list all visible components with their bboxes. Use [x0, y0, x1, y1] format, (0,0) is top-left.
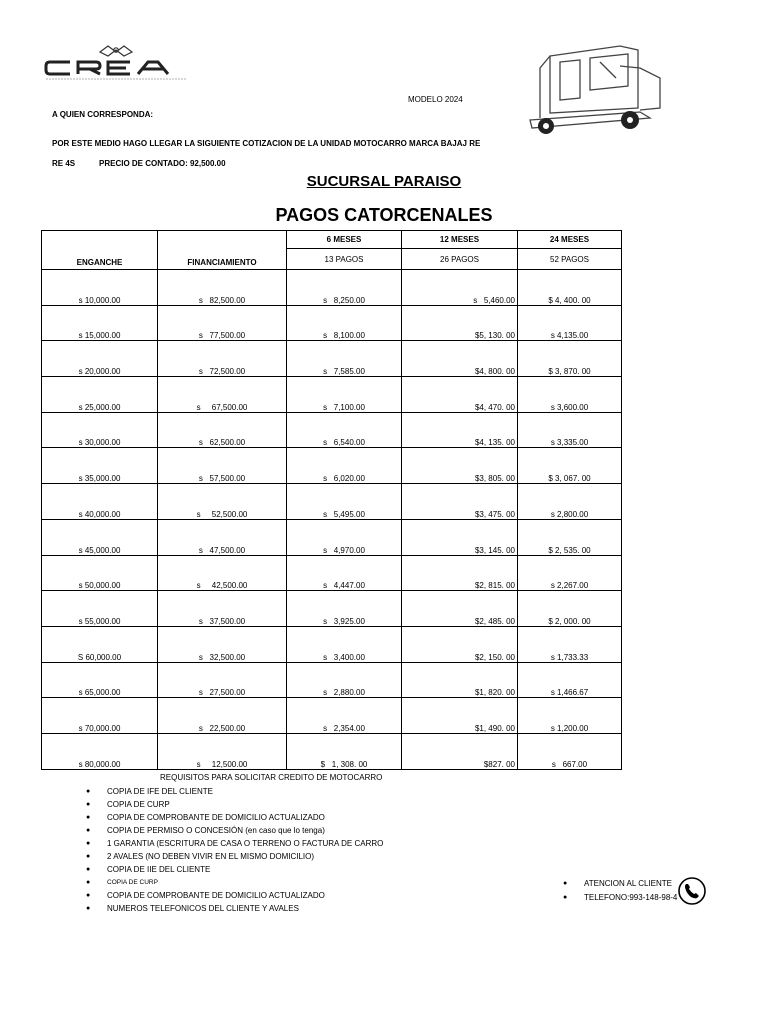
- enganche-cell: s 25,000.00: [42, 377, 158, 413]
- pago-6-cell: s 3,925.00: [287, 591, 402, 627]
- crea-logo: [42, 42, 192, 84]
- pago-12-cell: $1, 820. 00: [402, 662, 518, 698]
- table-header-periods: [42, 231, 622, 249]
- table-row: [42, 519, 622, 555]
- pago-12-cell: $4, 135. 00: [402, 412, 518, 448]
- pago-24-cell: s 4,135.00: [518, 305, 622, 341]
- requisito-item: ● COPIA DE IFE DEL CLIENTE: [82, 785, 383, 798]
- pago-12-cell: $3, 805. 00: [402, 448, 518, 484]
- enganche-cell: S 60,000.00: [42, 626, 158, 662]
- pago-12-cell: $3, 145. 00: [402, 519, 518, 555]
- enganche-cell: s 55,000.00: [42, 591, 158, 627]
- pago-24-cell: $ 3, 870. 00: [518, 341, 622, 377]
- financiamiento-cell: s 32,500.00: [158, 626, 287, 662]
- requisito-item: ● COPIA DE CURP: [82, 876, 383, 889]
- enganche-cell: s 15,000.00: [42, 305, 158, 341]
- contact-telefono: ● TELEFONO:993-148-98-4: [560, 891, 677, 905]
- pago-6-cell: s 7,585.00: [287, 341, 402, 377]
- requisito-item: ● 1 GARANTIA (ESCRITURA DE CASA O TERRENO O FACTURA DE CARRO: [82, 837, 383, 850]
- modelo-text: MODELO 2024: [408, 95, 463, 104]
- enganche-cell: s 50,000.00: [42, 555, 158, 591]
- pago-24-cell: $ 3, 067. 00: [518, 448, 622, 484]
- pago-6-cell: s 4,447.00: [287, 555, 402, 591]
- enganche-cell: s 45,000.00: [42, 519, 158, 555]
- pago-12-cell: $5, 130. 00: [402, 305, 518, 341]
- requisito-item: ● COPIA DE COMPROBANTE DE DOMICILIO ACTUALIZADO: [82, 811, 383, 824]
- model-code-text: RE 4S: [52, 159, 76, 168]
- pago-24-cell: s 2,800.00: [518, 484, 622, 520]
- motocarro-image: [520, 38, 670, 138]
- pago-24-cell: s 667.00: [518, 733, 622, 769]
- pago-6-cell: s 3,400.00: [287, 626, 402, 662]
- pago-24-cell: s 2,267.00: [518, 555, 622, 591]
- requisito-item: ● NUMEROS TELEFONICOS DEL CLIENTE Y AVALES: [82, 902, 383, 915]
- pago-12-cell: $827. 00: [402, 733, 518, 769]
- greeting-text: A QUIEN CORRESPONDA:: [52, 110, 154, 119]
- pago-24-cell: $ 2, 535. 00: [518, 519, 622, 555]
- table-row: [42, 305, 622, 341]
- requisitos-title: REQUISITOS PARA SOLICITAR CREDITO DE MOTOCARRO: [160, 773, 383, 782]
- financiamiento-cell: s 52,500.00: [158, 484, 287, 520]
- cotizacion-table: [41, 230, 622, 770]
- table-row: [42, 555, 622, 591]
- table-row: [42, 591, 622, 627]
- financiamiento-cell: s 42,500.00: [158, 555, 287, 591]
- pago-24-cell: $ 4, 400. 00: [518, 270, 622, 306]
- pagos-24-header: 52 PAGOS: [518, 249, 622, 270]
- pago-24-cell: s 1,733.33: [518, 626, 622, 662]
- table-row: [42, 662, 622, 698]
- sucursal-title: SUCURSAL PARAISO: [306, 173, 462, 190]
- pago-6-cell: s 4,970.00: [287, 519, 402, 555]
- pago-24-cell: s 3,335.00: [518, 412, 622, 448]
- requisito-item: ● COPIA DE IIE DEL CLIENTE: [82, 863, 383, 876]
- table-row: [42, 377, 622, 413]
- table-row: [42, 484, 622, 520]
- pago-6-cell: s 5,495.00: [287, 484, 402, 520]
- financiamiento-cell: s 27,500.00: [158, 662, 287, 698]
- period-12-header: 12 MESES: [402, 231, 518, 249]
- requisito-item: ● COPIA DE PERMISO O CONCESIÓN (en caso que lo tenga): [82, 824, 383, 837]
- financiamiento-cell: s 37,500.00: [158, 591, 287, 627]
- pago-6-cell: $ 1, 308. 00: [287, 733, 402, 769]
- enganche-cell: s 35,000.00: [42, 448, 158, 484]
- table-row: [42, 626, 622, 662]
- contact-atencion: ● ATENCION AL CLIENTE: [560, 877, 677, 891]
- table-row: [42, 341, 622, 377]
- intro-text: POR ESTE MEDIO HAGO LLEGAR LA SIGUIENTE COTIZACION DE LA UNIDAD MOTOCARRO MARCA BAJAJ RE: [52, 139, 481, 148]
- enganche-cell: s 40,000.00: [42, 484, 158, 520]
- pago-6-cell: s 2,354.00: [287, 698, 402, 734]
- table-row: [42, 412, 622, 448]
- pago-24-cell: s 1,200.00: [518, 698, 622, 734]
- pago-6-cell: s 7,100.00: [287, 377, 402, 413]
- pago-12-cell: $2, 815. 00: [402, 555, 518, 591]
- enganche-cell: s 10,000.00: [42, 270, 158, 306]
- financiamiento-cell: s 77,500.00: [158, 305, 287, 341]
- financiamiento-cell: s 22,500.00: [158, 698, 287, 734]
- pagos-12-header: 26 PAGOS: [402, 249, 518, 270]
- requisito-item: ● COPIA DE COMPROBANTE DE DOMICILIO ACTUALIZADO: [82, 889, 383, 902]
- financiamiento-cell: s 82,500.00: [158, 270, 287, 306]
- requisito-item: ● COPIA DE CURP: [82, 798, 383, 811]
- financiamiento-cell: s 12,500.00: [158, 733, 287, 769]
- financiamiento-cell: s 72,500.00: [158, 341, 287, 377]
- contact-list: [560, 877, 677, 905]
- pago-6-cell: s 8,250.00: [287, 270, 402, 306]
- requisito-item: ● 2 AVALES (NO DEBEN VIVIR EN EL MISMO DOMICILIO): [82, 850, 383, 863]
- table-row: [42, 448, 622, 484]
- pago-12-cell: $3, 475. 00: [402, 484, 518, 520]
- financiamiento-cell: s 62,500.00: [158, 412, 287, 448]
- period-24-header: 24 MESES: [518, 231, 622, 249]
- enganche-cell: s 20,000.00: [42, 341, 158, 377]
- col-financiamiento-header: FINANCIAMIENTO: [158, 231, 287, 270]
- enganche-cell: s 30,000.00: [42, 412, 158, 448]
- financiamiento-cell: s 47,500.00: [158, 519, 287, 555]
- precio-text: PRECIO DE CONTADO: 92,500.00: [99, 159, 226, 168]
- pago-6-cell: s 6,020.00: [287, 448, 402, 484]
- col-enganche-header: ENGANCHE: [42, 231, 158, 270]
- pago-24-cell: s 1,466.67: [518, 662, 622, 698]
- pago-6-cell: s 6,540.00: [287, 412, 402, 448]
- pago-12-cell: $1, 490. 00: [402, 698, 518, 734]
- pago-12-cell: $4, 800. 00: [402, 341, 518, 377]
- enganche-cell: s 80,000.00: [42, 733, 158, 769]
- requisitos-list: [82, 785, 383, 915]
- pago-12-cell: $4, 470. 00: [402, 377, 518, 413]
- pagos-6-header: 13 PAGOS: [287, 249, 402, 270]
- pago-6-cell: s 2,880.00: [287, 662, 402, 698]
- pago-24-cell: $ 2, 000. 00: [518, 591, 622, 627]
- period-6-header: 6 MESES: [287, 231, 402, 249]
- phone-icon: [677, 876, 707, 906]
- pago-12-cell: s 5,460.00: [402, 270, 518, 306]
- table-row: [42, 270, 622, 306]
- enganche-cell: s 65,000.00: [42, 662, 158, 698]
- enganche-cell: s 70,000.00: [42, 698, 158, 734]
- financiamiento-cell: s 67,500.00: [158, 377, 287, 413]
- table-row: [42, 698, 622, 734]
- pago-12-cell: $2, 150. 00: [402, 626, 518, 662]
- financiamiento-cell: s 57,500.00: [158, 448, 287, 484]
- pago-6-cell: s 8,100.00: [287, 305, 402, 341]
- pago-24-cell: s 3,600.00: [518, 377, 622, 413]
- pago-12-cell: $2, 485. 00: [402, 591, 518, 627]
- pagos-title: PAGOS CATORCENALES: [275, 205, 493, 225]
- table-row: [42, 733, 622, 769]
